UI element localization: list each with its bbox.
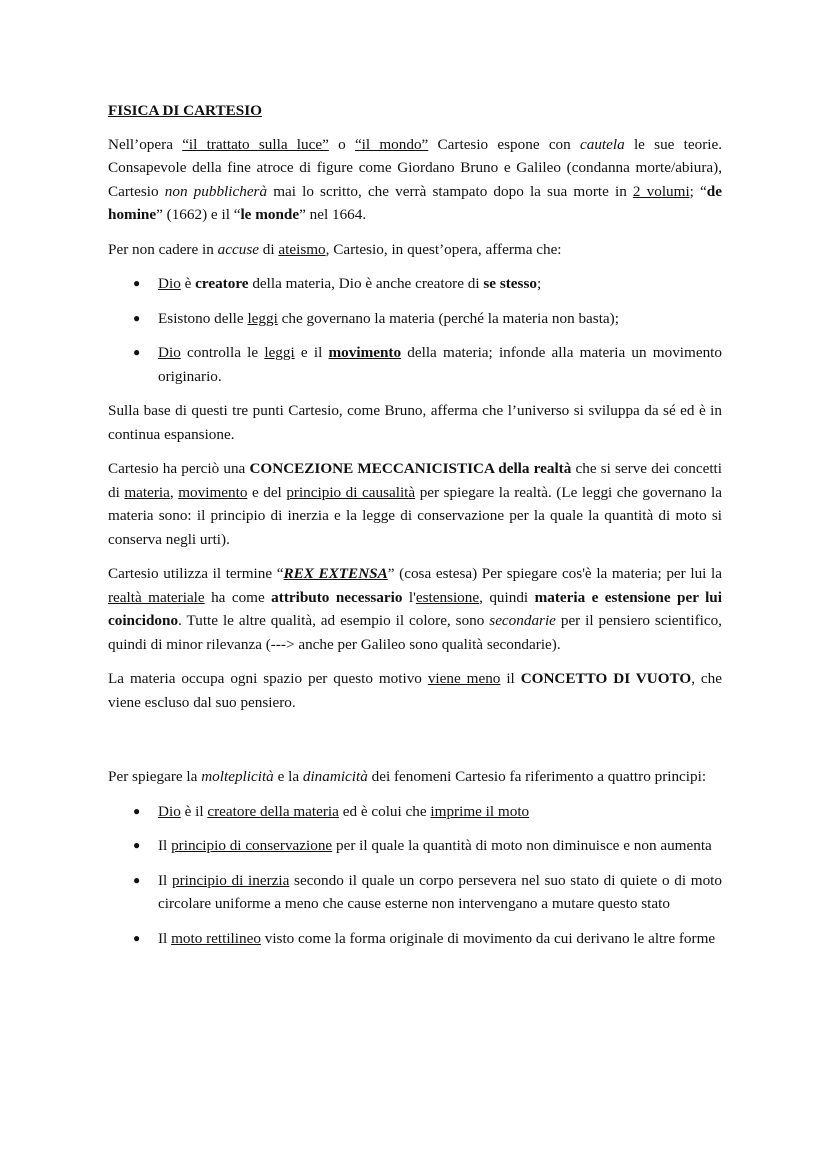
text: , quindi (479, 588, 535, 606)
bullet-list-claims (108, 272, 722, 388)
text-underlined: principio di inerzia (171, 871, 290, 889)
text: o (328, 135, 355, 153)
bullet-icon: ● (133, 872, 141, 887)
text: , che viene escluso dal suo pensiero. (108, 670, 722, 711)
text-underlined: Dio (158, 275, 181, 292)
text: Il (158, 871, 172, 889)
paragraph-vuoto (108, 667, 722, 714)
text-underlined: estensione (415, 588, 480, 606)
text: , Cartesio, in quest’opera, afferma che: (325, 240, 562, 258)
text: ” (1662) e il “ (156, 206, 241, 223)
text-underlined: Dio (158, 802, 181, 820)
bullet-icon: ● (133, 345, 141, 359)
text-bold: CONCETTO DI VUOTO (520, 670, 692, 687)
text: che governano la materia (perché la materia non basta); (277, 309, 619, 327)
text: dei fenomeni Cartesio fa riferimento a quattro principi: (367, 768, 707, 785)
text-underlined: movimento (178, 483, 248, 501)
text-bold: materia e estensione per lui coincidono (108, 588, 722, 629)
paragraph-principi (108, 765, 722, 789)
document-title: FISICA DI CARTESIO (108, 102, 262, 119)
text: ed è colui che (338, 802, 431, 820)
text-italic: secondarie (489, 612, 556, 629)
bullet-icon: ● (133, 930, 141, 945)
text-bold: CONCEZIONE MECCANICISTICA della realtà (249, 460, 572, 477)
text-underlined: creatore della materia (207, 802, 339, 820)
list-item (108, 800, 722, 824)
text-bold-italic-underlined: REX EXTENSA (283, 565, 388, 582)
text: è il (180, 802, 208, 820)
text: Cartesio espone con (428, 135, 580, 153)
text: mai lo scritto, che verrà stampato dopo la sua morte in (267, 182, 633, 200)
text: secondo il quale un corpo persevera nel suo stato di quiete o di moto circolare uniforme a meno che cause esterne non intervengano a mutare questo stato (158, 871, 722, 912)
text: per spiegare la realtà. (Le leggi che governano la materia sono: il principio di inerzia e la legge di conservazione per la quale la quantità di moto si conserva negli urti). (108, 483, 722, 548)
text-underlined: leggi (264, 344, 295, 361)
bullet-list-principles (108, 800, 722, 951)
bullet-icon: ● (133, 276, 141, 290)
text: il (500, 670, 521, 687)
text: l' (402, 588, 416, 606)
text-bold: attributo necessario (271, 588, 403, 606)
text-underlined: imprime il moto (430, 802, 530, 820)
text-underlined: 2 volumi; (632, 182, 694, 200)
text: La materia occupa ogni spazio per questo motivo (108, 670, 428, 687)
text: della materia; infonde alla materia un movimento originario. (158, 344, 722, 385)
text: e il (294, 344, 329, 361)
text: Cartesio utilizza il termine “ (108, 565, 284, 582)
text: e la (273, 768, 303, 785)
text: Per non cadere in (108, 240, 218, 258)
text: per il quale la quantità di moto non diminuisce e non aumenta (332, 837, 712, 854)
text: le sue teorie. Consapevole della fine atroce di figure come Giordano Bruno e Galileo (condanna morte/abiura), Cartesio (108, 135, 723, 200)
text: ” nel 1664. (299, 206, 367, 223)
text-bold-underlined: movimento (328, 344, 402, 361)
text-underlined: leggi (247, 309, 278, 327)
paragraph-intro (108, 133, 722, 227)
list-item (108, 307, 722, 331)
list-item (108, 927, 722, 951)
text-underlined: Dio (158, 344, 181, 361)
text: . Tutte le altre qualità, ad esempio il colore, sono (178, 612, 490, 629)
text: ; (536, 275, 542, 292)
text: è (180, 275, 196, 292)
list-item (108, 834, 722, 858)
text: Per spiegare la (108, 768, 202, 785)
list-item (108, 272, 722, 296)
text-underlined: principio di causalità (286, 483, 416, 501)
text-underlined: principio di conservazione (171, 837, 333, 854)
text: “ (693, 182, 707, 200)
text-underlined: “il trattato sulla luce” (182, 135, 329, 153)
text-underlined: “il mondo” (354, 135, 429, 153)
text: , (169, 483, 179, 501)
text: controlla le (180, 344, 265, 361)
text-italic: accuse (217, 240, 259, 258)
text: Il (158, 837, 172, 854)
bullet-icon: ● (133, 803, 141, 818)
bullet-icon: ● (133, 838, 141, 852)
paragraph-ateismo (108, 238, 722, 262)
list-item (108, 869, 722, 916)
text-italic: dinamicità (302, 768, 368, 785)
list-item (108, 341, 722, 388)
text-italic: cautela (580, 135, 625, 153)
text: ” (cosa estesa) Per spiegare cos'è la materia; per lui la (387, 565, 723, 582)
text-bold: se stesso (483, 275, 537, 292)
text-underlined: realtà materiale (108, 588, 205, 606)
text: Il (158, 929, 172, 947)
text-underlined: materia (124, 483, 170, 501)
text: Nell’opera (108, 135, 183, 153)
text-underlined: moto rettilineo (171, 929, 261, 947)
text: e del (247, 483, 287, 501)
text-bold: creatore (195, 275, 249, 292)
paragraph-rex-extensa (108, 562, 722, 656)
text: Cartesio ha perciò una (108, 460, 250, 477)
text-italic: non pubblicherà (164, 182, 268, 200)
text: della materia, Dio è anche creatore di (248, 275, 484, 292)
text: Esistono delle (158, 309, 248, 327)
paragraph-universo: Sulla base di questi tre punti Cartesio, come Bruno, afferma che l’universo si sviluppa da sé ed è in continua espansione. (108, 402, 722, 443)
text: visto come la forma originale di movimento da cui derivano le altre forme (260, 929, 716, 947)
bullet-icon: ● (133, 310, 141, 325)
text: di (258, 240, 279, 258)
text: ha come (204, 588, 272, 606)
text-underlined: viene meno (427, 670, 501, 687)
text-bold: le monde (240, 206, 300, 223)
text: che si serve dei concetti di (108, 460, 722, 501)
text-underlined: ateismo (278, 240, 326, 258)
blank-line (108, 725, 722, 765)
text-bold: de homine (108, 182, 722, 223)
text-italic: molteplicità (201, 768, 274, 785)
text: per il pensiero scientifico, quindi di minor rilevanza (---> anche per Galileo sono qualità secondarie). (108, 612, 722, 653)
paragraph-meccanicistica (108, 457, 722, 551)
